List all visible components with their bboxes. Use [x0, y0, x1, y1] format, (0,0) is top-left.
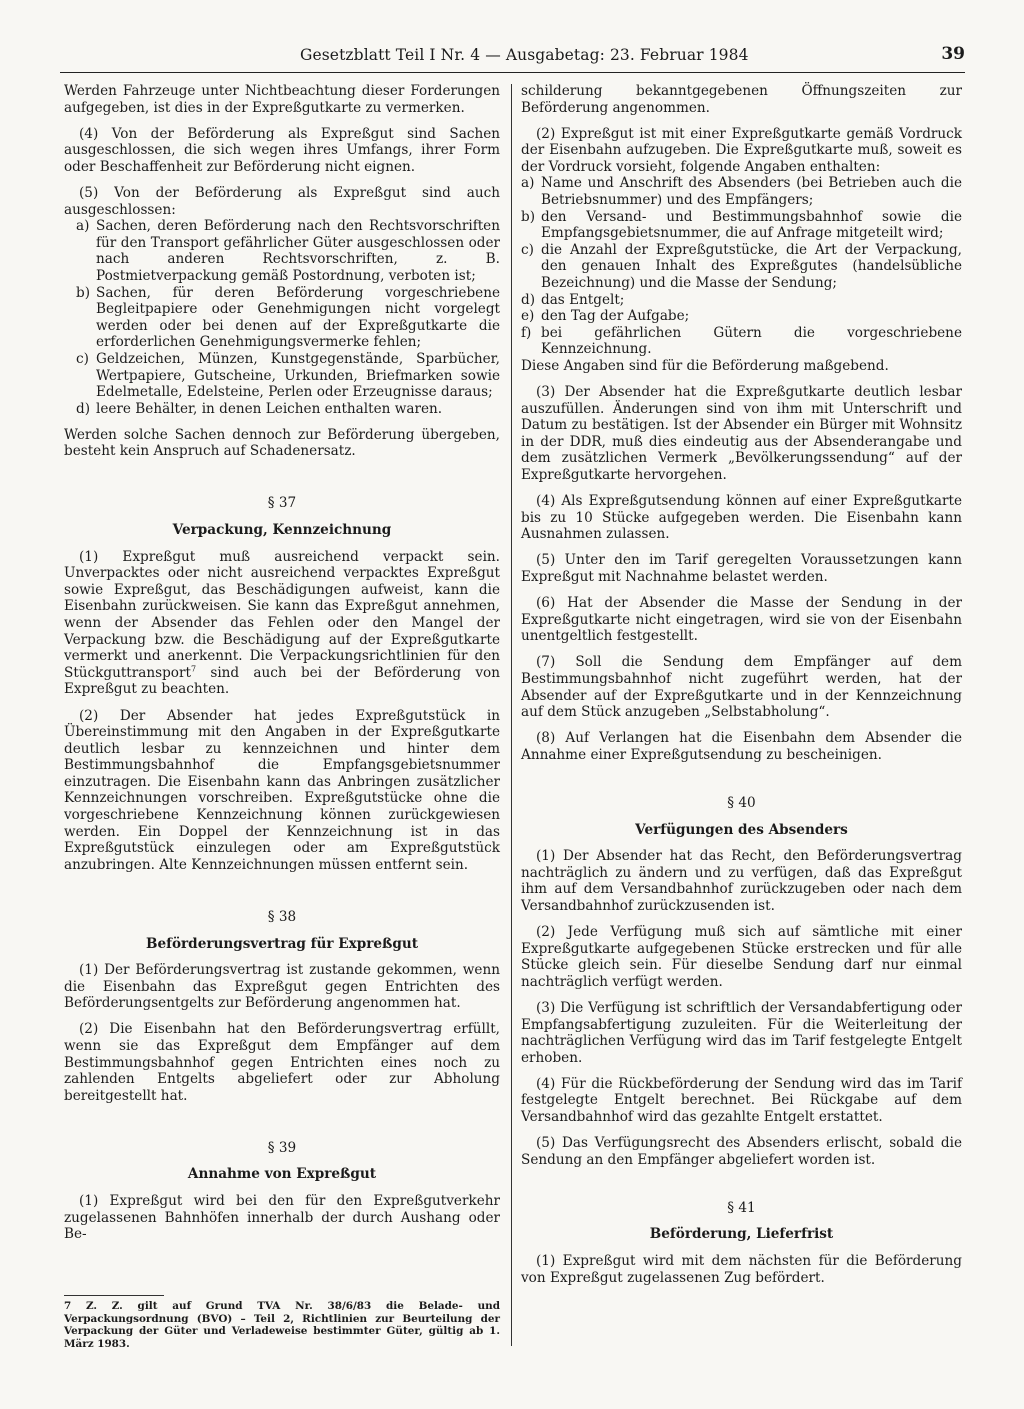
- left-column: [64, 83, 500, 1252]
- paragraph: (4) Von der Beförderung als Expreßgut sind Sachen ausgeschlossen, die sich wegen ihres Umfangs, ihrer Form oder Beschaffenheit zur Beförderung nicht eignen.: [64, 125, 500, 175]
- paragraph: (5) Von der Beförderung als Expreßgut sind auch ausgeschlossen:: [64, 184, 500, 218]
- paragraph: (2) Jede Verfügung muß sich auf sämtliche mit einer Expreßgutkarte aufgegebenen Stücke erstrecken und für alle Stücke gleich sein. Für dieselbe Sendung darf nur einmal nachträglich verfügt werden.: [521, 924, 962, 990]
- section-title: Beförderung, Lieferfrist: [649, 1226, 834, 1243]
- header-rule: [60, 72, 965, 73]
- footnote-ref: 7: [190, 664, 197, 674]
- paragraph: Werden Fahrzeuge unter Nichtbeachtung dieser Forderungen aufgegeben, ist dies in der Expreßgutkarte zu vermerken.: [64, 83, 500, 116]
- paragraph: schilderung bekanntgegebenen Öffnungszeiten zur Beförderung angenommen.: [521, 83, 962, 116]
- exclusion-list: [64, 218, 500, 417]
- running-title: Gesetzblatt Teil I Nr. 4 — Ausgabetag: 23. Februar 1984: [300, 46, 749, 64]
- list-item: f) bei gefährlichen Gütern die vorgeschriebene Kennzeichnung.: [521, 324, 962, 358]
- paragraph: (1) Expreßgut wird mit dem nächsten für die Beförderung von Expreßgut zugelassenen Zug befördert.: [521, 1252, 962, 1286]
- paragraph: (2) Der Absender hat jedes Expreßgutstück in Übereinstimmung mit den Angaben in der Expreßgutkarte deutlich lesbar zu kennzeichnen und hinter dem Bestimmungsbahnhof die Empfangsgebietsnummer einzutragen. Die Eisenbahn kann das Anbringen zusätzlicher Kennzeichnungen vorschreiben. Expreßgutstücke ohne die vorgeschriebene Kennzeichnung können zurückgewiesen werden. Ein Doppel der Kennzeichnung ist in das Expreßgutstück einzulegen oder am Expreßgutstück anzubringen. Alte Kennzeichnungen müssen entfernt sein.: [64, 707, 500, 873]
- list-item: c) Geldzeichen, Münzen, Kunstgegenstände, Sparbücher, Wertpapiere, Gutscheine, Urkunden, Briefmarken sowie Edelmetalle, Edelsteine, Perlen oder Erzeugnisse daraus;: [76, 350, 500, 401]
- paragraph: (3) Die Verfügung ist schriftlich der Versandabfertigung oder Empfangsabfertigung zuzuleiten. Für die Weiterleitung der nachträglichen Verfügung wird das im Tarif festgelegte Entgelt erhoben.: [521, 999, 962, 1066]
- footnote-rule: [64, 1295, 164, 1296]
- right-column: [521, 83, 962, 1296]
- column-divider: [511, 84, 512, 1346]
- required-details-list: [521, 175, 962, 358]
- section-number: § 38: [267, 908, 297, 925]
- section-title: Beförderungsvertrag für Expreßgut: [145, 935, 419, 952]
- footnote: 7 Z. Z. gilt auf Grund TVA Nr. 38/6/83 die Belade- und Verpackungsordnung (BVO) – Teil 2, Richtlinien zur Beurteilung der Verpackung der Güter und Verladeweise bestimmter Güter, gültig ab 1. März 1983.: [64, 1300, 500, 1350]
- list-item: b) Sachen, für deren Beförderung vorgeschriebene Begleitpapiere oder Genehmigungen nicht vorgelegt werden oder bei denen auf der Expreßgutkarte die erforderlichen Genehmigungsvermerke fehlen;: [76, 284, 500, 351]
- paragraph: (2) Die Eisenbahn hat den Beförderungsvertrag erfüllt, wenn sie das Expreßgut dem Empfänger auf dem Bestimmungsbahnhof gegen Entrichten eines noch zu zahlenden Entgelts abgeliefert oder zur Abholung bereitgestellt hat.: [64, 1021, 500, 1104]
- list-item: c) die Anzahl der Expreßgutstücke, die Art der Verpackung, den genauen Inhalt des Expreßgutes (handelsübliche Bezeichnung) und die Masse der Sendung;: [521, 241, 962, 292]
- paragraph: Werden solche Sachen dennoch zur Beförderung übergeben, besteht kein Anspruch auf Schadenersatz.: [64, 426, 500, 460]
- list-item: d) das Entgelt;: [521, 291, 625, 308]
- section-title: Verpackung, Kennzeichnung: [172, 522, 392, 539]
- section-title: Annahme von Expreßgut: [187, 1166, 377, 1183]
- section-number: § 41: [727, 1199, 756, 1216]
- list-item: a) Name und Anschrift des Absenders (bei Betrieben auch die Betriebsnummer) und des Empfängers;: [521, 175, 962, 209]
- paragraph: (4) Für die Rückbeförderung der Sendung wird das im Tarif festgelegte Entgelt berechnet. Bei Rückgabe auf dem Versandbahnhof wird das gezahlte Entgelt erstattet.: [521, 1075, 962, 1125]
- list-item: d) leere Behälter, in denen Leichen enthalten waren.: [76, 400, 443, 417]
- section-number: § 40: [727, 794, 756, 811]
- list-item: a) Sachen, deren Beförderung nach den Rechtsvorschriften für den Transport gefährlicher Güter ausgeschlossen oder nach anderen Rechtsvorschriften, z. B. Postmietverpackung gemäß Postordnung, verboten ist;: [76, 218, 500, 284]
- section-number: § 37: [267, 495, 297, 512]
- page-number: 39: [941, 44, 965, 64]
- paragraph: (6) Hat der Absender die Masse der Sendung in der Expreßgutkarte nicht eingetragen, wird sie von der Eisenbahn unentgeltlich festgestellt.: [521, 595, 962, 645]
- paragraph: (7) Soll die Sendung dem Empfänger auf dem Bestimmungsbahnhof nicht zugeführt werden, hat der Absender auf der Expreßgutkarte und in der Kennzeichnung auf dem Stück anzugeben „Selbstabholung“.: [521, 654, 962, 721]
- section-title: Verfügungen des Absenders: [635, 821, 848, 838]
- paragraph: (1) Expreßgut wird bei den für den Expreßgutverkehr zugelassenen Bahnhöfen innerhalb der durch Aushang oder Be-: [64, 1193, 500, 1243]
- paragraph: (2) Expreßgut ist mit einer Expreßgutkarte gemäß Vordruck der Eisenbahn aufzugeben. Die Expreßgutkarte muß, soweit es der Vordruck vorsieht, folgende Angaben enthalten:: [521, 125, 962, 175]
- section-number: § 39: [267, 1139, 297, 1156]
- paragraph: (1) Expreßgut muß ausreichend verpackt sein. Unverpacktes oder nicht ausreichend verpacktes Expreßgut sowie Expreßgut, das Beschädigungen aufweist, kann die Eisenbahn zurückweisen. Sie kann das Expreßgut annehmen, wenn der Absender das Fehlen oder den Mangel der Verpackung bzw. die Beschädigung auf der Expreßgutkarte vermerkt und anerkennt. Die Verpackungsrichtlinien für den Stückguttransport$^7$ sind auch bei der Beförderung von Expreßgut zu beachten.: [64, 548, 500, 698]
- page-header: [60, 44, 965, 72]
- paragraph: (8) Auf Verlangen hat die Eisenbahn dem Absender die Annahme einer Expreßgutsendung zu bescheinigen.: [521, 730, 962, 763]
- paragraph: (4) Als Expreßgutsendung können auf einer Expreßgutkarte bis zu 10 Stücke aufgegeben werden. Die Eisenbahn kann Ausnahmen zulassen.: [521, 493, 962, 543]
- paragraph: Diese Angaben sind für die Beförderung maßgebend.: [521, 358, 889, 374]
- paragraph: (1) Der Beförderungsvertrag ist zustande gekommen, wenn die Eisenbahn das Expreßgut gegen Entrichten des Beförderungsentgelts zur Beförderung angenommen hat.: [64, 962, 500, 1012]
- list-item: e) den Tag der Aufgabe;: [521, 308, 690, 325]
- paragraph: (5) Das Verfügungsrecht des Absenders erlischt, sobald die Sendung an den Empfänger abgeliefert worden ist.: [521, 1135, 962, 1168]
- paragraph: (5) Unter den im Tarif geregelten Voraussetzungen kann Expreßgut mit Nachnahme belastet werden.: [521, 552, 962, 586]
- paragraph: (3) Der Absender hat die Expreßgutkarte deutlich lesbar auszufüllen. Änderungen sind von ihm mit Unterschrift und Datum zu bestätigen. Ist der Absender ein Bürger mit Wohnsitz in der DDR, muß dies eindeutig aus der Absenderangabe und dem zusätzlichen Vermerk „Bevölkerungssendung“ auf der Expreßgutkarte hervorgehen.: [521, 384, 962, 484]
- paragraph: (1) Der Absender hat das Recht, den Beförderungsvertrag nachträglich zu ändern und zu verfügen, daß das Expreßgut ihm auf dem Versandbahnhof zurückzugeben oder nach dem Versandbahnhof zurückzusenden ist.: [521, 848, 962, 914]
- list-item: b) den Versand- und Bestimmungsbahnhof sowie die Empfangsgebietsnummer, die auf Anfrage mitgeteilt wird;: [521, 208, 962, 242]
